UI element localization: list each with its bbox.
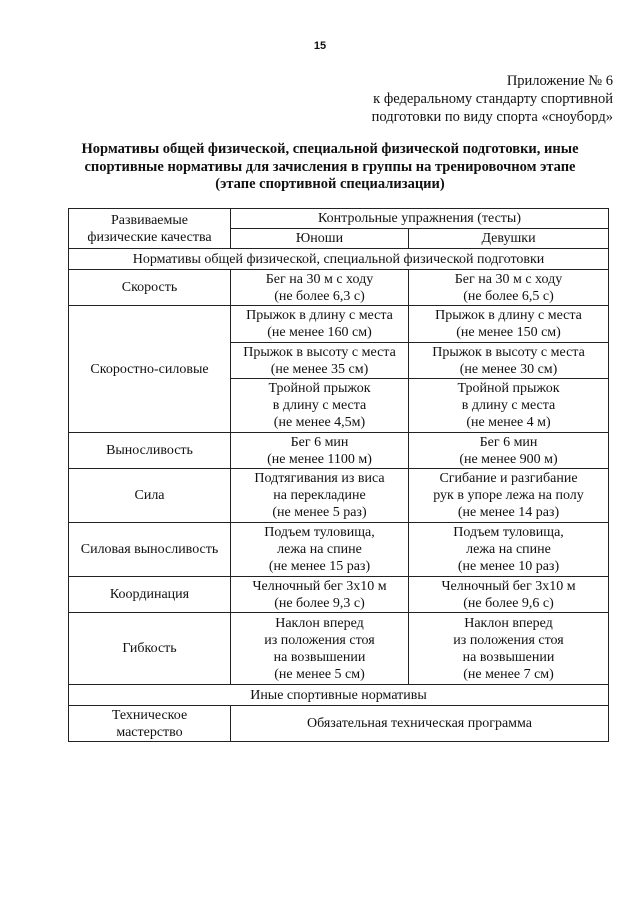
table-row-strength (69, 469, 609, 523)
page-number: 15 (313, 40, 327, 52)
table-row-speed (69, 270, 609, 306)
cell-line: Челночный бег 3x10 м (441, 578, 576, 594)
cell-line: Прыжок в высоту с места (243, 344, 396, 360)
header-qualities (69, 209, 231, 249)
cell-line: в длину с места (272, 398, 367, 413)
long-jump-boys (231, 306, 409, 343)
cell-line: из положения стоя (453, 632, 564, 648)
cell-line: Прыжок в длину с места (435, 308, 582, 323)
quality-strength: Сила (69, 469, 231, 523)
table-row-endurance (69, 433, 609, 469)
title-line-1: Нормативы общей физической, специальной физической подготовки, иные (81, 141, 579, 157)
appendix-line-1: Приложение № 6 (506, 73, 613, 89)
cell-line: (не менее 35 см) (270, 361, 369, 377)
cell-line: на возвышении (273, 649, 366, 665)
header-row-1 (69, 209, 609, 229)
cell-line: Челночный бег 3x10 м (252, 578, 387, 594)
section-general-row (69, 249, 609, 270)
cell-line: Прыжок в длину с места (246, 308, 393, 323)
cell-line: (не менее 7 см) (463, 666, 554, 682)
high-jump-girls (409, 343, 609, 379)
cell-line: Наклон вперед (275, 615, 364, 631)
quality-speed: Скорость (69, 270, 231, 306)
cell-line: (не более 6,5 с) (463, 288, 554, 304)
cell-line: лежа на спине (466, 542, 551, 557)
appendix-line-3: подготовки по виду спорта «сноуборд» (371, 109, 613, 125)
strength-endurance-girls (409, 523, 609, 577)
coordination-boys (231, 577, 409, 613)
table-row-coordination (69, 577, 609, 613)
cell-line: Бег на 30 м с ходу (265, 271, 374, 287)
quality-coordination: Координация (69, 577, 231, 613)
cell-line: (не менее 30 см) (459, 361, 558, 377)
table-row-long-jump (69, 306, 609, 343)
cell-line: (не более 9,3 с) (274, 595, 365, 611)
cell-line: на перекладине (273, 488, 366, 503)
high-jump-boys (231, 343, 409, 379)
header-girls: Девушки (409, 229, 609, 249)
cell-line: на возвышении (462, 649, 555, 665)
cell-line: рук в упоре лежа на полу (433, 488, 584, 503)
cell-line: Бег 6 мин (479, 434, 538, 450)
cell-line: (не более 9,6 с) (463, 595, 554, 611)
triple-jump-girls (409, 379, 609, 433)
table-row-flexibility (69, 613, 609, 685)
technical-program: Обязательная техническая программа (231, 706, 609, 742)
technical-label-line-1: Техническое (111, 707, 188, 723)
quality-strength-endurance: Силовая выносливость (69, 523, 231, 577)
long-jump-girls (409, 306, 609, 343)
coordination-girls (409, 577, 609, 613)
strength-endurance-boys (231, 523, 409, 577)
cell-line: (не менее 1100 м) (267, 451, 372, 467)
appendix-header (372, 72, 613, 126)
header-boys: Юноши (231, 229, 409, 249)
header-tests: Контрольные упражнения (тесты) (231, 209, 609, 229)
cell-line: Подтягивания из виса (254, 471, 385, 486)
header-qualities-line-1: Развиваемые (111, 212, 188, 228)
technical-label-line-2: мастерство (116, 724, 183, 740)
cell-line: лежа на спине (277, 542, 362, 557)
cell-line: (не менее 15 раз) (268, 559, 371, 574)
cell-line: Сгибание и разгибание (439, 471, 578, 486)
title-line-2: спортивные нормативы для зачисления в группы на тренировочном этапе (84, 158, 576, 175)
appendix-line-2: к федеральному стандарту спортивной (373, 91, 613, 107)
cell-line: (не менее 5 раз) (272, 505, 367, 520)
cell-line: (не менее 4,5м) (273, 415, 366, 430)
cell-line: Прыжок в высоту с места (432, 344, 585, 360)
cell-line: (не менее 160 см) (267, 325, 372, 340)
document-title (60, 141, 600, 194)
strength-boys (231, 469, 409, 523)
cell-line: (не менее 14 раз) (457, 505, 560, 520)
cell-line: Бег 6 мин (290, 434, 349, 450)
section-other-row (69, 685, 609, 706)
quality-speed-strength: Скоростно-силовые (69, 306, 231, 433)
cell-line: (не менее 4 м) (466, 415, 551, 430)
cell-line: Бег на 30 м с ходу (454, 271, 563, 287)
title-line-3: (этапе спортивной специализации) (215, 176, 445, 192)
table-row-technical (69, 706, 609, 742)
header-qualities-line-2: физические качества (87, 229, 212, 245)
section-other: Иные спортивные нормативы (69, 685, 609, 706)
cell-line: Наклон вперед (464, 615, 553, 631)
norms-table (68, 208, 609, 742)
cell-line: из положения стоя (264, 632, 375, 648)
cell-line: Тройной прыжок (457, 381, 560, 396)
section-general: Нормативы общей физической, специальной физической подготовки (69, 249, 609, 270)
triple-jump-boys (231, 379, 409, 433)
quality-technical (69, 706, 231, 742)
cell-line: (не менее 5 см) (274, 666, 365, 682)
speed-boys (231, 270, 409, 306)
cell-line: в длину с места (461, 398, 556, 413)
cell-line: Тройной прыжок (268, 381, 371, 396)
strength-girls (409, 469, 609, 523)
speed-girls (409, 270, 609, 306)
endurance-girls (409, 433, 609, 469)
cell-line: Подъем туловища, (453, 525, 564, 540)
cell-line: (не менее 150 см) (456, 325, 561, 340)
flexibility-boys (231, 613, 409, 685)
cell-line: Подъем туловища, (264, 525, 375, 540)
table-row-strength-endurance (69, 523, 609, 577)
cell-line: (не менее 10 раз) (457, 559, 560, 574)
quality-flexibility: Гибкость (69, 613, 231, 685)
endurance-boys (231, 433, 409, 469)
flexibility-girls (409, 613, 609, 685)
cell-line: (не менее 900 м) (459, 451, 558, 467)
cell-line: (не более 6,3 с) (274, 288, 365, 304)
quality-endurance: Выносливость (69, 433, 231, 469)
